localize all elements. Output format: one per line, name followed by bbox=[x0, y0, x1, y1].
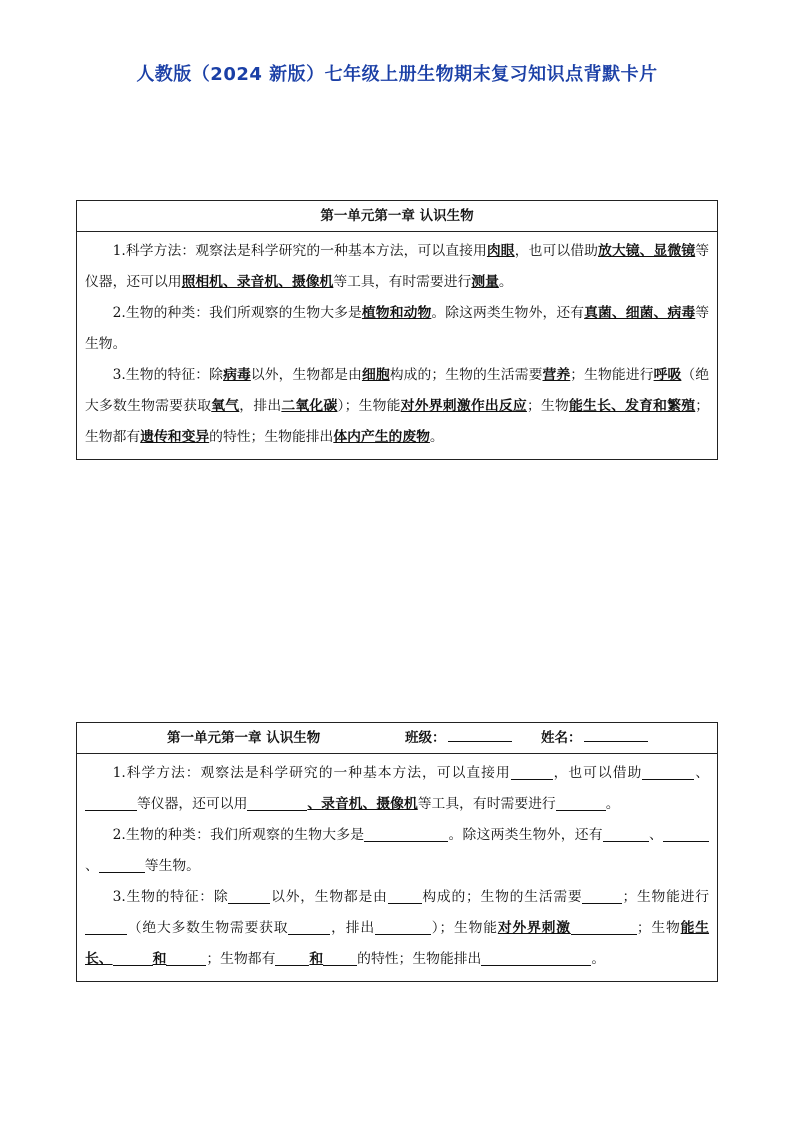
text: 1.科学方法：观察法是科学研究的一种基本方法，可以直接用 bbox=[112, 243, 487, 259]
text: ，排出 bbox=[239, 398, 282, 414]
text: ，也可以借助 bbox=[552, 765, 643, 781]
key-term: 测量 bbox=[471, 274, 499, 290]
name-blank[interactable] bbox=[584, 723, 648, 742]
fill-blank[interactable] bbox=[571, 916, 637, 935]
text: 等仪器，还可以用 bbox=[137, 796, 248, 812]
class-label: 班级： bbox=[405, 730, 446, 746]
text: 构成的；生物的生活需要 bbox=[421, 889, 583, 905]
key-term: 呼吸 bbox=[653, 367, 682, 383]
fill-blank[interactable] bbox=[375, 916, 431, 935]
text: ；生物都有 bbox=[85, 398, 710, 445]
fill-blank[interactable] bbox=[85, 792, 137, 811]
fill-blank[interactable] bbox=[663, 823, 709, 842]
class-blank[interactable] bbox=[448, 723, 512, 742]
key-term: 二氧化碳 bbox=[281, 398, 338, 414]
key-term: 和 bbox=[152, 951, 167, 967]
fill-blank[interactable] bbox=[481, 947, 591, 966]
practice-paragraph-types bbox=[85, 820, 709, 882]
key-term: 病毒 bbox=[223, 367, 251, 383]
key-term: 能生长、发育和繁殖 bbox=[569, 398, 696, 414]
text: （绝大多数生物需要获取 bbox=[85, 367, 710, 414]
practice-paragraph-features bbox=[85, 882, 709, 975]
fill-blank[interactable] bbox=[642, 761, 694, 780]
text: 等工具，有时需要进行 bbox=[333, 274, 472, 290]
text: 构成的；生物的生活需要 bbox=[389, 367, 543, 383]
answer-paragraph-method bbox=[85, 236, 709, 298]
fill-blank[interactable] bbox=[113, 947, 153, 966]
key-term: 遗传和变异 bbox=[140, 429, 210, 445]
text: 以外，生物都是由 bbox=[270, 889, 388, 905]
text: 等生物。 bbox=[144, 858, 200, 874]
key-term: 真菌、细菌、病毒 bbox=[584, 305, 696, 321]
fill-blank[interactable] bbox=[99, 854, 145, 873]
answer-card bbox=[76, 200, 718, 460]
fill-blank[interactable] bbox=[85, 916, 127, 935]
practice-card-heading-row bbox=[77, 723, 717, 754]
text: 的特性；生物能排出 bbox=[357, 951, 482, 967]
text: 、 bbox=[85, 858, 99, 874]
text: 等生物。 bbox=[85, 305, 710, 352]
text: 。 bbox=[605, 796, 620, 812]
fill-blank[interactable] bbox=[275, 947, 309, 966]
key-term: 对外界刺激作出反应 bbox=[400, 398, 527, 414]
text: ，也可以借助 bbox=[514, 243, 599, 259]
key-term: 照相机、录音机、摄像机 bbox=[181, 274, 334, 290]
answer-card-body bbox=[77, 232, 717, 459]
page-title: 人教版（2024 新版）七年级上册生物期末复习知识点背默卡片 bbox=[136, 64, 658, 85]
practice-card bbox=[76, 722, 718, 982]
key-term: 营养 bbox=[542, 367, 571, 383]
text: 3.生物的特征：除 bbox=[112, 889, 229, 905]
text: ；生物能进行 bbox=[622, 889, 710, 905]
text: ；生物能进行 bbox=[570, 367, 654, 383]
key-term: 和 bbox=[309, 951, 324, 967]
text: ；生物 bbox=[526, 398, 570, 414]
fill-blank[interactable] bbox=[388, 885, 422, 904]
text: 、 bbox=[694, 765, 710, 781]
text: 3.生物的特征：除 bbox=[112, 367, 224, 383]
key-term: 对外界刺激 bbox=[497, 920, 571, 936]
text: 。 bbox=[498, 274, 513, 290]
fill-blank[interactable] bbox=[323, 947, 357, 966]
answer-paragraph-features bbox=[85, 360, 709, 453]
text: （绝大多数生物需要获取 bbox=[127, 920, 289, 936]
fill-blank[interactable] bbox=[364, 823, 448, 842]
text: 、 bbox=[648, 827, 663, 843]
text: 2.生物的种类：我们所观察的生物大多是 bbox=[112, 827, 365, 843]
key-term: 放大镜、显微镜 bbox=[598, 243, 696, 259]
text: 等仪器，还可以用 bbox=[85, 243, 710, 290]
text: 。除这两类生物外，还有 bbox=[448, 827, 603, 843]
text: ）；生物能 bbox=[337, 398, 401, 414]
text: ，排出 bbox=[330, 920, 375, 936]
text: 2.生物的种类：我们所观察的生物大多是 bbox=[112, 305, 362, 321]
key-term: 、录音机、摄像机 bbox=[307, 796, 418, 812]
practice-card-heading: 第一单元第一章 认识生物 bbox=[167, 730, 321, 746]
fill-blank[interactable] bbox=[247, 792, 307, 811]
fill-blank[interactable] bbox=[228, 885, 270, 904]
class-field bbox=[405, 723, 446, 753]
fill-blank[interactable] bbox=[603, 823, 649, 842]
text: 。 bbox=[591, 951, 606, 967]
text: ）；生物能 bbox=[430, 920, 498, 936]
practice-paragraph-method bbox=[85, 758, 709, 820]
text: 的特性；生物能排出 bbox=[209, 429, 334, 445]
text: ；生物 bbox=[636, 920, 681, 936]
key-term: 植物和动物 bbox=[361, 305, 432, 321]
text: ；生物都有 bbox=[206, 951, 276, 967]
text: 1.科学方法：观察法是科学研究的一种基本方法，可以直接用 bbox=[112, 765, 511, 781]
key-term: 氧气 bbox=[211, 398, 240, 414]
fill-blank[interactable] bbox=[582, 885, 622, 904]
fill-blank[interactable] bbox=[166, 947, 206, 966]
text: 。 bbox=[429, 429, 444, 445]
key-term: 能生长、 bbox=[85, 920, 710, 967]
name-field bbox=[541, 723, 582, 753]
answer-card-heading: 第一单元第一章 认识生物 bbox=[77, 201, 717, 232]
practice-card-body bbox=[77, 754, 717, 981]
fill-blank[interactable] bbox=[288, 916, 330, 935]
key-term: 肉眼 bbox=[486, 243, 515, 259]
name-label: 姓名： bbox=[541, 730, 582, 746]
answer-paragraph-types bbox=[85, 298, 709, 360]
text: 。除这两类生物外，还有 bbox=[431, 305, 585, 321]
text: 等工具，有时需要进行 bbox=[417, 796, 556, 812]
key-term: 细胞 bbox=[361, 367, 390, 383]
key-term: 体内产生的废物 bbox=[333, 429, 430, 445]
fill-blank[interactable] bbox=[556, 792, 606, 811]
text: 以外，生物都是由 bbox=[250, 367, 362, 383]
fill-blank[interactable] bbox=[511, 761, 553, 780]
